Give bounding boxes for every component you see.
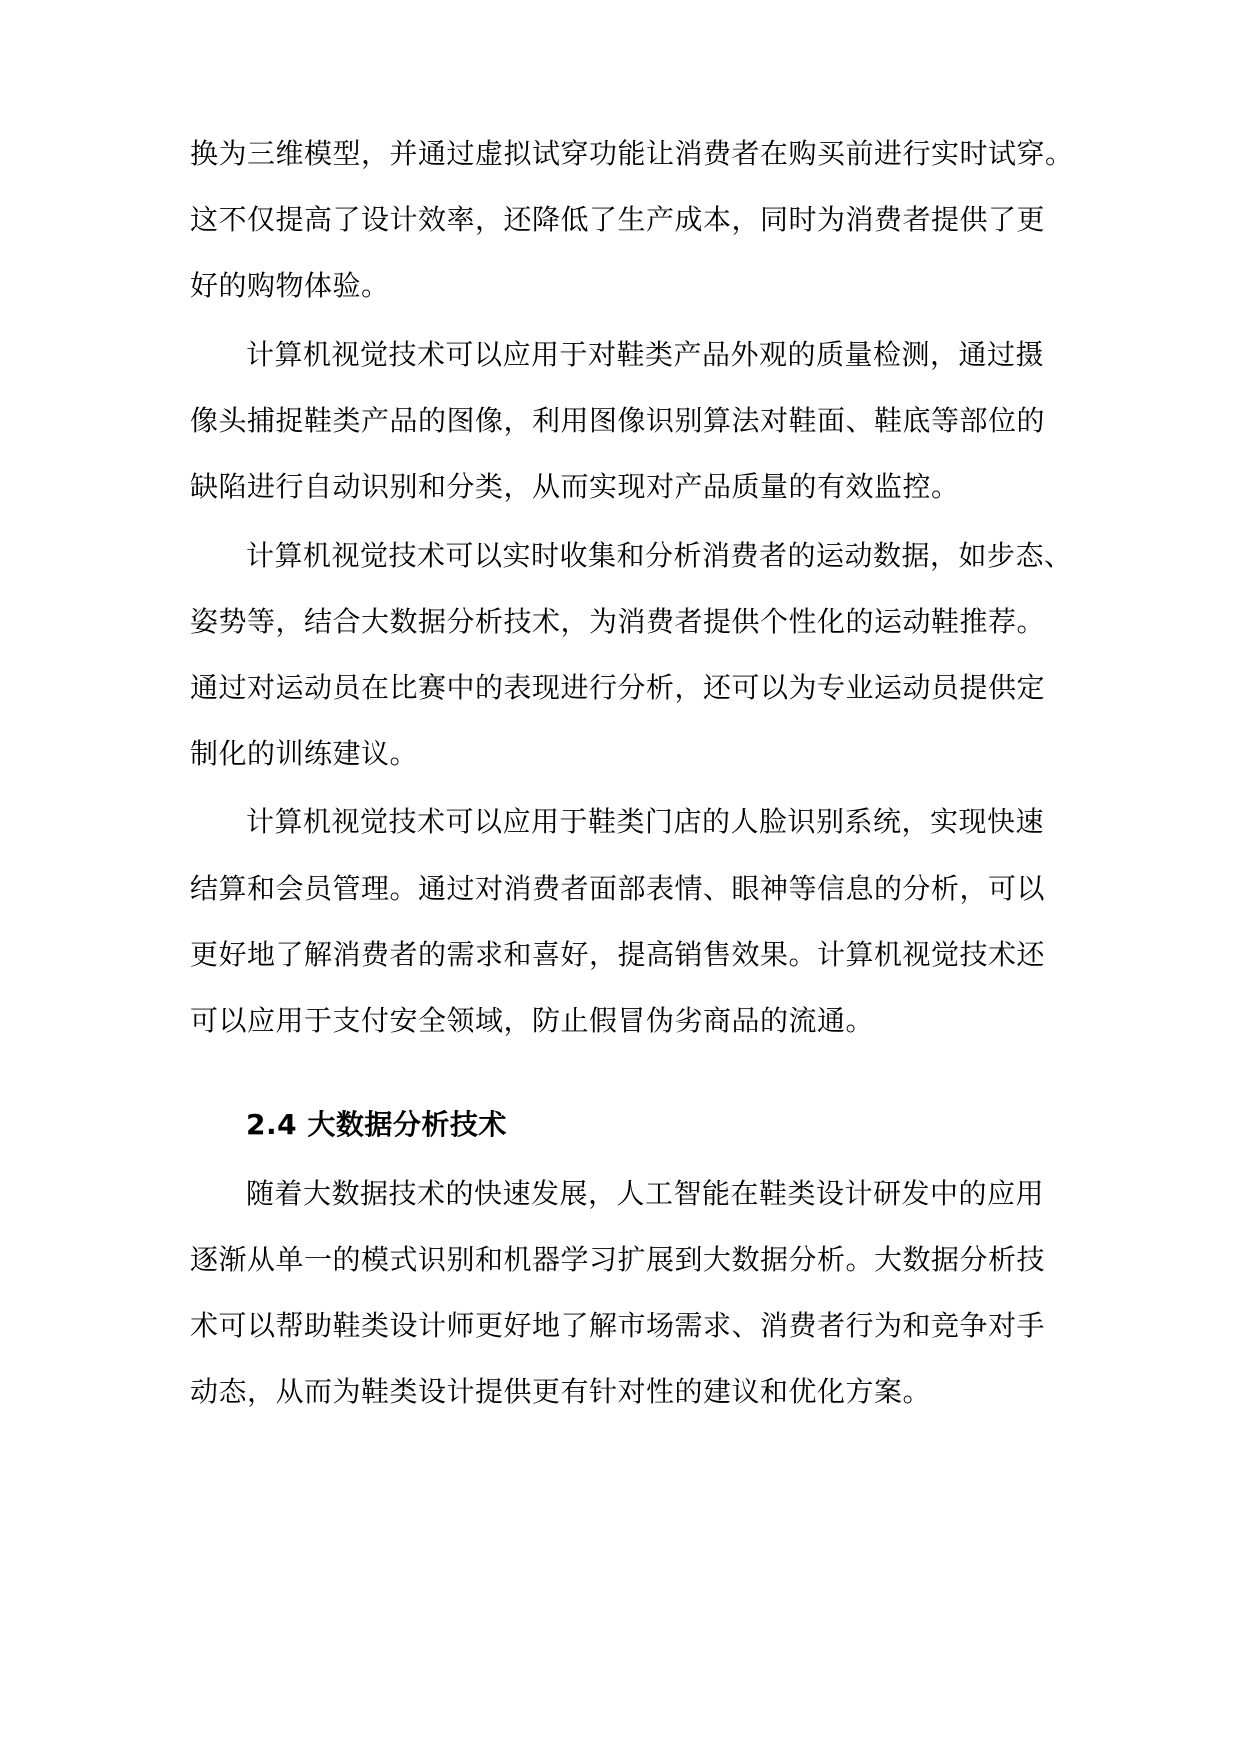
paragraph-5-line-2: 逐渐从单一的模式识别和机器学习扩展到大数据分析。大数据分析技 bbox=[190, 1243, 1046, 1276]
paragraph-1-line-3: 好的购物体验。 bbox=[190, 269, 390, 302]
paragraph-2-line-2: 像头捕捉鞋类产品的图像，利用图像识别算法对鞋面、鞋底等部位的 bbox=[190, 404, 1046, 437]
paragraph-4-line-1: 计算机视觉技术可以应用于鞋类门店的人脸识别系统，实现快速 bbox=[246, 805, 1045, 838]
paragraph-3-line-1: 计算机视觉技术可以实时收集和分析消费者的运动数据，如步态、 bbox=[246, 539, 1073, 572]
paragraph-4-line-4: 可以应用于支付安全领域，防止假冒伪劣商品的流通。 bbox=[190, 1004, 875, 1037]
paragraph-5-line-4: 动态，从而为鞋类设计提供更有针对性的建议和优化方案。 bbox=[190, 1375, 932, 1408]
paragraph-3-line-4: 制化的训练建议。 bbox=[190, 737, 419, 770]
paragraph-4-line-3: 更好地了解消费者的需求和喜好，提高销售效果。计算机视觉技术还 bbox=[190, 938, 1046, 971]
paragraph-3-line-2: 姿势等，结合大数据分析技术，为消费者提供个性化的运动鞋推荐。 bbox=[190, 605, 1046, 638]
paragraph-4-line-2: 结算和会员管理。通过对消费者面部表情、眼神等信息的分析，可以 bbox=[190, 872, 1046, 905]
section-heading: 2.4 大数据分析技术 bbox=[246, 1108, 507, 1141]
paragraph-3-line-3: 通过对运动员在比赛中的表现进行分析，还可以为专业运动员提供定 bbox=[190, 671, 1046, 704]
paragraph-5-line-3: 术可以帮助鞋类设计师更好地了解市场需求、消费者行为和竞争对手 bbox=[190, 1309, 1046, 1342]
paragraph-5-line-1: 随着大数据技术的快速发展，人工智能在鞋类设计研发中的应用 bbox=[246, 1177, 1045, 1210]
paragraph-2-line-3: 缺陷进行自动识别和分类，从而实现对产品质量的有效监控。 bbox=[190, 470, 960, 503]
paragraph-2-line-1: 计算机视觉技术可以应用于对鞋类产品外观的质量检测，通过摄 bbox=[246, 338, 1045, 371]
paragraph-1-line-1: 换为三维模型，并通过虚拟试穿功能让消费者在购买前进行实时试穿。 bbox=[190, 137, 1074, 170]
paragraph-1-line-2: 这不仅提高了设计效率，还降低了生产成本，同时为消费者提供了更 bbox=[190, 203, 1046, 236]
